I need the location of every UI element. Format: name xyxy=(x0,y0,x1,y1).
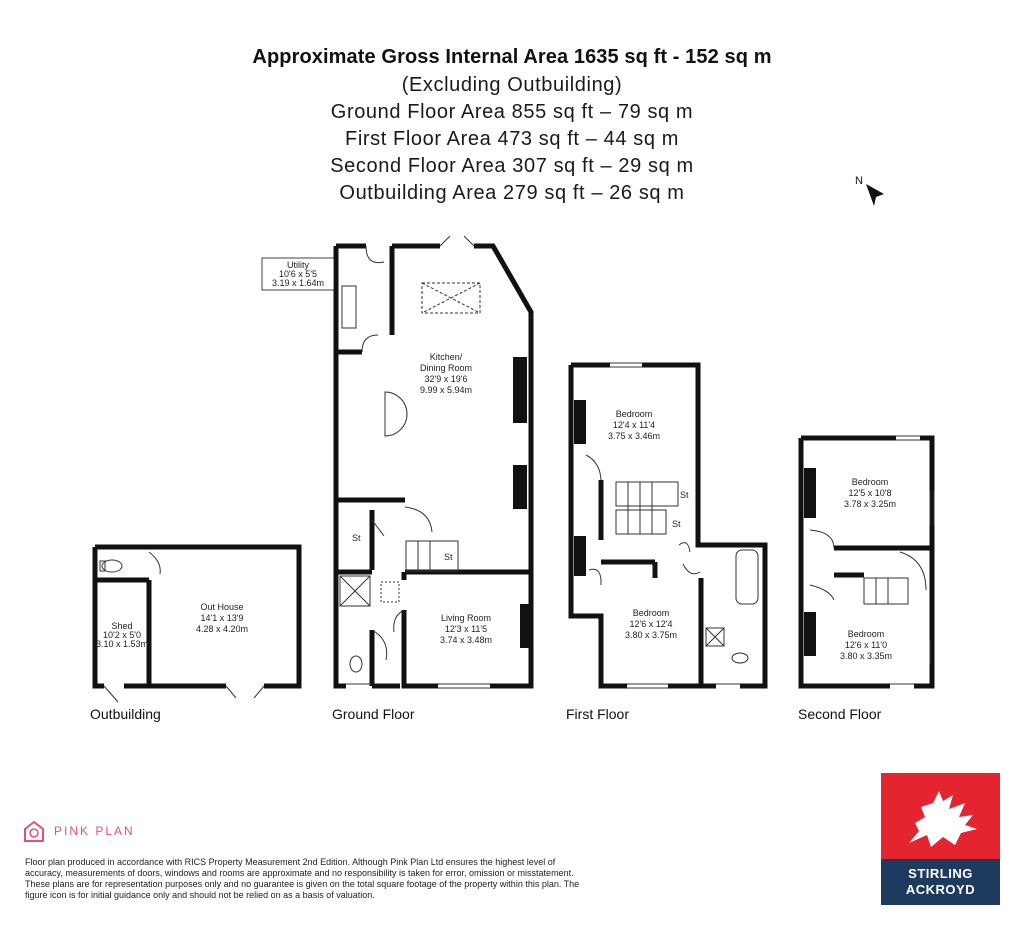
pink-plan-logo xyxy=(22,818,135,844)
pink-plan-text: PINK PLAN xyxy=(54,824,135,838)
svg-text:3.19 x 1.64m: 3.19 x 1.64m xyxy=(271,278,325,288)
svg-text:12'6 x 12'4: 12'6 x 12'4 xyxy=(629,619,673,629)
compass-label: N xyxy=(855,175,863,187)
svg-text:Bedroom: Bedroom xyxy=(851,477,889,487)
label-first-floor: First Floor xyxy=(566,706,629,722)
svg-text:Utility: Utility xyxy=(287,260,309,270)
first-floor-chimneys xyxy=(574,400,586,576)
room-utility-label xyxy=(262,258,334,290)
svg-text:3.74 x 3.48m: 3.74 x 3.48m xyxy=(439,635,493,645)
svg-text:Bedroom: Bedroom xyxy=(615,409,653,419)
room-shed xyxy=(96,621,148,649)
svg-text:Bedroom: Bedroom xyxy=(632,608,670,618)
outbuilding-area: Outbuilding Area 279 sq ft – 26 sq m xyxy=(339,182,685,204)
svg-text:12'6 x 11'0: 12'6 x 11'0 xyxy=(844,640,888,650)
outbuilding-plan xyxy=(95,547,299,686)
label-second-floor: Second Floor xyxy=(798,706,882,722)
ground-floor-chimneys xyxy=(513,357,530,648)
svg-text:3.75 x 3.46m: 3.75 x 3.46m xyxy=(607,431,661,441)
svg-text:32'9 x 19'6: 32'9 x 19'6 xyxy=(424,374,468,384)
room-kitchen-dining xyxy=(420,352,472,395)
store-label: St xyxy=(352,533,361,543)
stirling-ackroyd-logo xyxy=(881,773,1000,905)
disclaimer: Floor plan produced in accordance with RICS Property Measurement 2nd Edition. Although Pink Plan Ltd ensures the highest level of accuracy, measurements of doors, windows and rooms are approximate and no responsibility is taken for error, omission or misstatement. These plans are for representation purposes only and no guarantee is given on the total square footage of the property within this plan. The figure icon is for initial guidance only and should not be relied on as a basis of valuation. xyxy=(25,857,580,900)
store-label: St xyxy=(444,552,453,562)
room-first-bedroom-1 xyxy=(608,409,660,441)
brand-name xyxy=(881,859,1000,905)
room-second-bedroom-1 xyxy=(844,477,896,509)
svg-text:Living Room: Living Room xyxy=(440,613,492,623)
svg-text:Out House: Out House xyxy=(200,602,244,612)
label-outbuilding: Outbuilding xyxy=(90,706,161,722)
svg-text:3.10 x 1.53m: 3.10 x 1.53m xyxy=(95,639,149,649)
north-compass-icon xyxy=(855,175,884,206)
ground-floor-plan xyxy=(336,246,531,686)
svg-text:12'3 x 11'5: 12'3 x 11'5 xyxy=(444,624,488,634)
griffin-icon xyxy=(881,773,1000,859)
brand-line-2: ACKROYD xyxy=(905,882,976,897)
svg-text:3.80 x 3.35m: 3.80 x 3.35m xyxy=(839,651,893,661)
room-second-bedroom-2 xyxy=(840,629,892,661)
svg-text:4.28 x 4.20m: 4.28 x 4.20m xyxy=(195,624,249,634)
svg-text:12'5 x 10'8: 12'5 x 10'8 xyxy=(848,488,892,498)
svg-text:12'4 x 11'4: 12'4 x 11'4 xyxy=(612,420,656,430)
room-out-house xyxy=(196,602,248,634)
svg-text:3.80 x 3.75m: 3.80 x 3.75m xyxy=(624,630,678,640)
svg-text:10'2 x 5'0: 10'2 x 5'0 xyxy=(103,630,141,640)
svg-text:Kitchen/: Kitchen/ xyxy=(429,352,463,362)
house-icon xyxy=(22,819,46,843)
room-first-bedroom-2 xyxy=(625,608,677,640)
area-note: (Excluding Outbuilding) xyxy=(401,74,623,96)
brand-red-panel xyxy=(881,773,1000,859)
second-floor-chimneys xyxy=(804,468,816,656)
first-floor-area: First Floor Area 473 sq ft – 44 sq m xyxy=(345,128,679,150)
svg-text:Bedroom: Bedroom xyxy=(847,629,885,639)
svg-text:14'1 x 13'9: 14'1 x 13'9 xyxy=(200,613,244,623)
svg-text:10'6 x 5'5: 10'6 x 5'5 xyxy=(279,269,317,279)
svg-text:9.99 x 5.94m: 9.99 x 5.94m xyxy=(419,385,473,395)
area-title: Approximate Gross Internal Area 1635 sq ft - 152 sq m xyxy=(252,46,772,68)
label-ground-floor: Ground Floor xyxy=(332,706,415,722)
brand-line-1: STIRLING xyxy=(908,866,973,881)
second-floor-area: Second Floor Area 307 sq ft – 29 sq m xyxy=(330,155,694,177)
svg-text:Shed: Shed xyxy=(111,621,133,631)
room-living xyxy=(440,613,492,645)
svg-text:3.78 x 3.25m: 3.78 x 3.25m xyxy=(843,499,897,509)
svg-text:Dining Room: Dining Room xyxy=(419,363,473,373)
ground-floor-area: Ground Floor Area 855 sq ft – 79 sq m xyxy=(330,101,694,123)
store-label: St xyxy=(680,490,689,500)
store-label: St xyxy=(672,519,681,529)
